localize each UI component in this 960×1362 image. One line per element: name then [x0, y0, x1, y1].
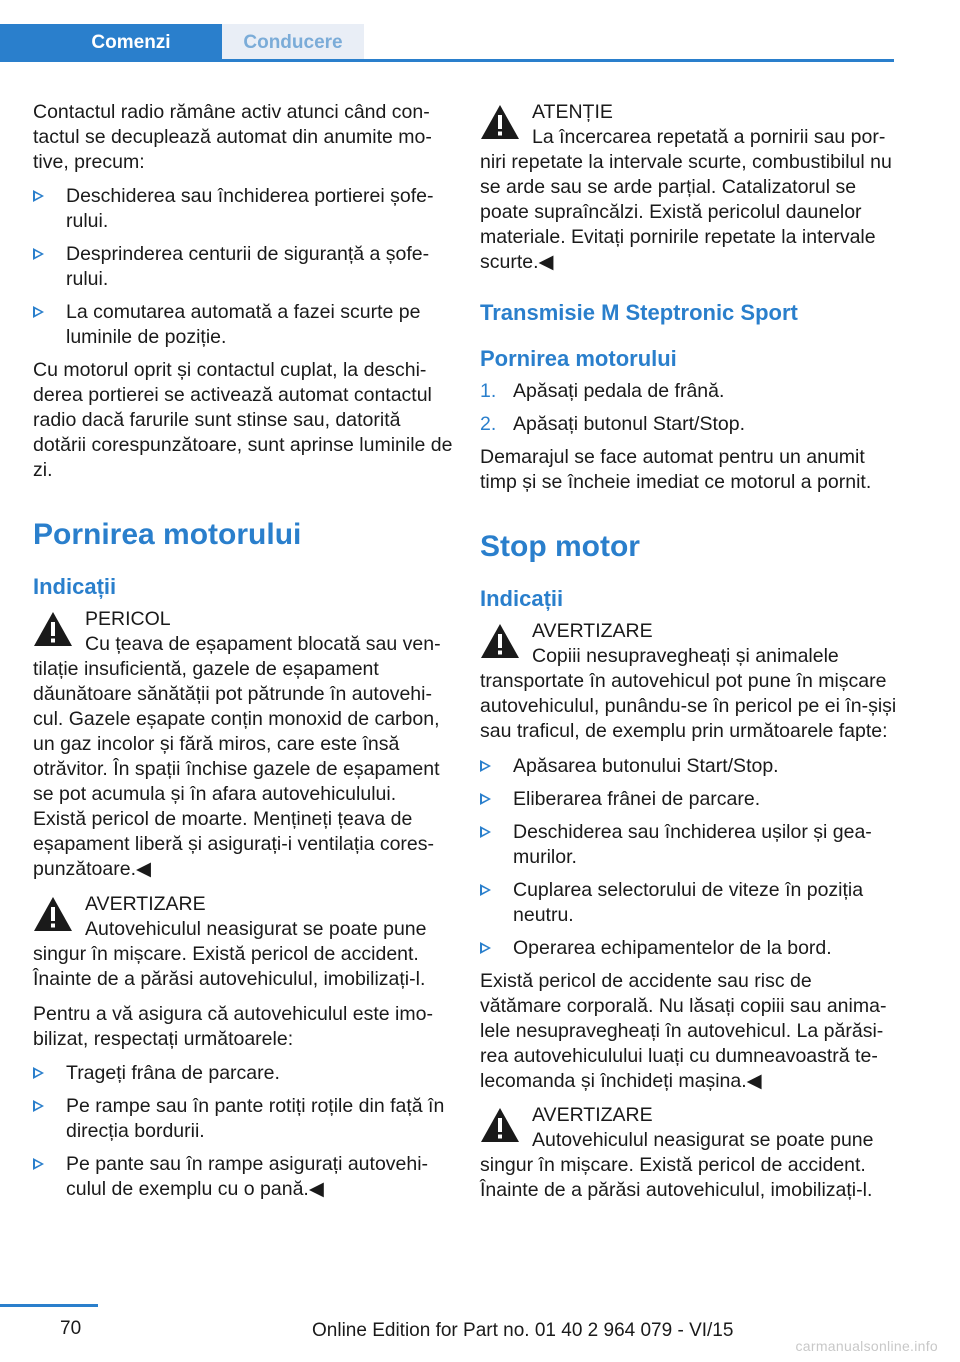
warning-text: niri repetate la intervale scurte, combustibilul nu se arde sau se arde parțial. Catalizatorul se poate supraîncălzi. Există pericolul daunelor materiale. Evitați pornirile repetate la intervale scurte.◀: [480, 151, 892, 273]
list-item-text: Desprinderea centurii de siguranță a șofe-rului.: [66, 243, 430, 290]
warning-first-line: Copiii nesupravegheați și animalele: [532, 645, 839, 667]
list-item-text: Pe pante sau în rampe asigurați autovehi-culul de exemplu cu o pană.◀: [66, 1153, 429, 1200]
list-item-text: Cuplarea selectorului de viteze în poziția neutru.: [513, 879, 864, 926]
list-item: [33, 1061, 453, 1086]
list-item: [480, 878, 898, 928]
list-item: [33, 242, 453, 292]
subheading-indicatii: Indicații: [33, 574, 117, 599]
list-item: [480, 379, 898, 404]
warning-title: AVERTIZARE: [85, 893, 206, 915]
section-heading-stop: Stop motor: [480, 530, 640, 563]
page-header: [0, 0, 960, 64]
step-number: 2.: [480, 413, 497, 435]
page-footer: [0, 1300, 960, 1362]
list-item: [33, 300, 453, 350]
list-item-text: Deschiderea sau închiderea ușilor și gea-murilor.: [513, 821, 872, 868]
intro-paragraph: Contactul radio rămâne activ atunci când con-tactul se decuplează automat din anumite mo-tive, precum:: [33, 101, 432, 173]
warning-text: singur în mișcare. Există pericol de accident. Înainte de a părăsi autovehiculul, imobilizați-l.: [480, 1154, 873, 1201]
list-item: [33, 1094, 453, 1144]
warning-title: AVERTIZARE: [532, 1104, 653, 1126]
bullet-triangle-icon: [480, 760, 491, 772]
warning-atentie: [480, 100, 898, 275]
bullet-triangle-icon: [33, 1067, 44, 1079]
warning-first-line: Autovehiculul neasigurat se poate pune: [85, 918, 427, 940]
subheading-indicatii: Indicații: [480, 586, 564, 611]
warning-text: tilație insuficientă, gazele de eșapament dăunătoare sănătății pot pătrunde în autovehi-cul. Gazele eșapate conțin monoxid de carbon, un gaz incolor și fără miros, care este însă otrăvitor. În spații închise gazele de eșapament se pot acumula și în afara autovehiculului. Există pericol de moarte. Mențineți țeava de eșapament liberă și asigurați-i ventilația cores-punzătoare.◀: [33, 658, 440, 880]
section-heading-pornirea: Pornirea motorului: [33, 518, 302, 551]
list-item: [480, 412, 898, 437]
tab-comenzi[interactable]: Comenzi: [0, 24, 222, 61]
bullet-triangle-icon: [480, 942, 491, 954]
watermark: carmanualsonline.info: [795, 1338, 938, 1354]
right-column: [480, 100, 898, 1213]
warning-triangle-icon: [480, 104, 520, 140]
warning-text: transportate în autovehicul pot pune în mișcare autovehiculul, punându-se în pericol pe ei în-șiși sau traficul, de exemplu prin următoarele fapte:: [480, 670, 897, 742]
edition-text: Online Edition for Part no. 01 40 2 964 079 - VI/15: [312, 1320, 734, 1341]
immobilize-paragraph: Pentru a vă asigura că autovehiculul este imo-bilizat, respectați următoarele:: [33, 1003, 433, 1050]
bullet-triangle-icon: [33, 248, 44, 260]
subheading-transmisie: Transmisie M Steptronic Sport: [480, 300, 798, 325]
list-item-text: Eliberarea frânei de parcare.: [513, 788, 761, 810]
warning-avertizare-children: [480, 619, 898, 744]
step-text: Apăsați pedala de frână.: [513, 380, 725, 402]
list-item-text: Trageți frâna de parcare.: [66, 1062, 280, 1084]
bullet-triangle-icon: [33, 190, 44, 202]
header-rule: [0, 59, 894, 62]
list-item: [480, 754, 898, 779]
warning-avertizare: [33, 892, 453, 992]
warning-triangle-icon: [480, 623, 520, 659]
warning-first-line: Cu țeava de eșapament blocată sau ven-: [85, 633, 441, 655]
immobilize-list: [33, 1061, 453, 1202]
list-item-text: Operarea echipamentelor de la bord.: [513, 937, 832, 959]
list-item: [33, 184, 453, 234]
warning-pericol: [33, 607, 453, 882]
warning-triangle-icon: [33, 611, 73, 647]
warning-triangle-icon: [480, 1107, 520, 1143]
warning-title: ATENȚIE: [532, 101, 613, 123]
list-item: [480, 820, 898, 870]
bullet-triangle-icon: [33, 1100, 44, 1112]
warning-triangle-icon: [33, 896, 73, 932]
bullet-triangle-icon: [480, 884, 491, 896]
list-item: [33, 1152, 453, 1202]
list-item-text: Apăsarea butonului Start/Stop.: [513, 755, 779, 777]
radio-paragraph: Cu motorul oprit și contactul cuplat, la deschi-derea portierei se activează automat contactul radio dacă farurile sunt stinse sau, datorită dotării corespunzătoare, sunt aprinse luminile de zi.: [33, 359, 453, 481]
warning-first-line: La încercarea repetată a pornirii sau por-: [532, 126, 886, 148]
bullet-triangle-icon: [480, 793, 491, 805]
warning-first-line: Autovehiculul neasigurat se poate pune: [532, 1129, 874, 1151]
page-number: 70: [60, 1318, 82, 1339]
start-steps-list: [480, 379, 898, 437]
list-item: [480, 936, 898, 961]
footer-rule: [0, 1304, 98, 1307]
bullet-triangle-icon: [480, 826, 491, 838]
warning-avertizare-unsecured: [480, 1103, 898, 1203]
radio-conditions-list: [33, 184, 453, 350]
demaraj-paragraph: Demarajul se face automat pentru un anumit timp și se încheie imediat ce motorul a pornit.: [480, 446, 872, 493]
warning-text: singur în mișcare. Există pericol de accident. Înainte de a părăsi autovehiculul, imobilizați-l.: [33, 943, 426, 990]
list-item-text: Pe rampe sau în pante rotiți roțile din față în direcția bordurii.: [66, 1095, 445, 1142]
subheading-pornirea: Pornirea motorului: [480, 346, 677, 371]
risk-paragraph: Există pericol de accidente sau risc de vătămare corporală. Nu lăsați copiii sau anima-lele nesupravegheați în autovehicul. La părăsi-rea autovehiculului luați cu dumneavoastră te-lecomanda și închideți mașina.◀: [480, 970, 887, 1092]
bullet-triangle-icon: [33, 1158, 44, 1170]
left-column: [33, 100, 453, 1210]
bullet-triangle-icon: [33, 306, 44, 318]
warning-title: AVERTIZARE: [532, 620, 653, 642]
list-item-text: Deschiderea sau închiderea portierei șofe-rului.: [66, 185, 434, 232]
list-item: [480, 787, 898, 812]
step-text: Apăsați butonul Start/Stop.: [513, 413, 745, 435]
warning-title: PERICOL: [85, 608, 171, 630]
tab-conducere[interactable]: Conducere: [222, 24, 364, 61]
step-number: 1.: [480, 380, 497, 402]
actions-list: [480, 754, 898, 961]
list-item-text: La comutarea automată a fazei scurte pe luminile de poziție.: [66, 301, 421, 348]
